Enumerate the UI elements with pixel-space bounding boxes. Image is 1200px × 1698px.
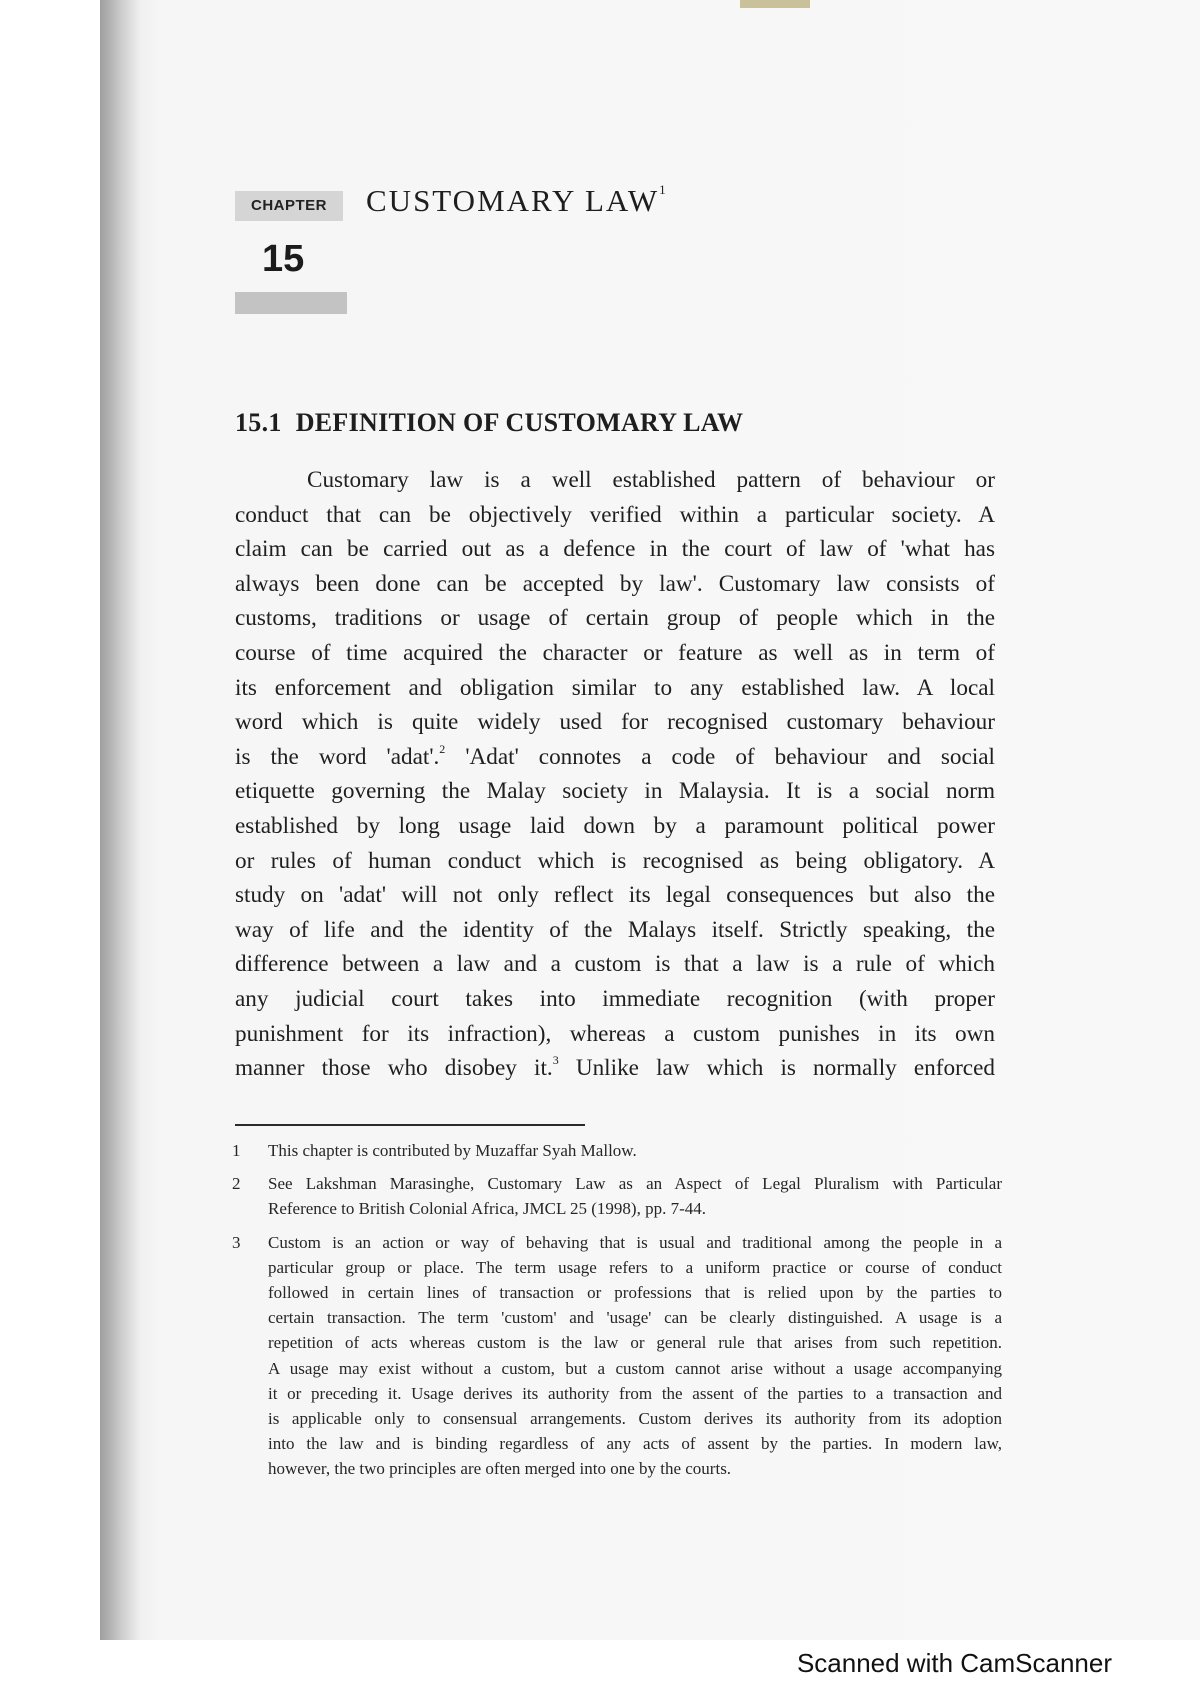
body-line: course of time acquired the character or feature as well as in term of: [235, 639, 995, 666]
footnote-number: 3: [232, 1232, 241, 1252]
footnote-3: [232, 1230, 1002, 1482]
body-line: conduct that can be objectively verified within a particular society. A: [235, 501, 995, 528]
spine-shadow: [100, 0, 140, 1640]
body-line: [235, 1051, 995, 1086]
footnote-1: [232, 1138, 1002, 1163]
footnote-line: is applicable only to consensual arrangements. Custom derives its authority from its adoption: [268, 1409, 1002, 1429]
body-line: way of life and the identity of the Malays itself. Strictly speaking, the: [235, 916, 995, 943]
chapter-title-text: CUSTOMARY LAW: [366, 183, 660, 218]
section-title: DEFINITION OF CUSTOMARY LAW: [295, 408, 744, 437]
footnote-line: it or preceding it. Usage derives its authority from the assent of the parties to a transaction and: [268, 1383, 1002, 1403]
footnote-line: into the law and is binding regardless of any acts of assent by the parties. In modern law,: [268, 1434, 1002, 1454]
footnote-line: This chapter is contributed by Muzaffar Syah Mallow.: [268, 1141, 637, 1160]
body-line: punishment for its infraction), whereas a custom punishes in its own: [235, 1020, 995, 1047]
footnote-line: repetition of acts whereas custom is the law or general rule that arises from such repetition.: [268, 1333, 1002, 1353]
body-line: word which is quite widely used for recognised customary behaviour: [235, 709, 995, 736]
body-line-segment: manner those who disobey it.: [235, 1055, 553, 1082]
body-line: difference between a law and a custom is that a law is a rule of which: [235, 951, 995, 978]
body-line: etiquette governing the Malay society in Malaysia. It is a social norm: [235, 778, 995, 805]
body-line-segment: 'Adat' connotes a code of behaviour and social: [465, 743, 995, 770]
body-line: customs, traditions or usage of certain group of people which in the: [235, 605, 995, 632]
footnote-line: Reference to British Colonial Africa, JMCL 25 (1998), pp. 7-44.: [268, 1199, 706, 1219]
body-line: any judicial court takes into immediate recognition (with proper: [235, 985, 995, 1012]
footnote-number: 2: [232, 1174, 241, 1194]
footnotes: [232, 1138, 1002, 1490]
body-line: or rules of human conduct which is recognised as being obligatory. A: [235, 847, 995, 874]
footnote-line: however, the two principles are often merged into one by the courts.: [268, 1459, 732, 1479]
body-line: study on 'adat' will not only reflect its legal consequences but also the: [235, 882, 995, 909]
body-line-segment: is the word 'adat'.: [235, 743, 440, 770]
section-number: 15.1: [235, 408, 282, 437]
body-paragraph: [235, 463, 995, 1086]
footnote-line: certain transaction. The term 'custom' and 'usage' can be clearly distinguished. A usage is a: [268, 1308, 1002, 1328]
body-line: always been done can be accepted by law'. Customary law consists of: [235, 570, 995, 597]
body-line: its enforcement and obligation similar to any established law. A local: [235, 674, 995, 701]
chapter-title: [366, 183, 666, 219]
chapter-number: 15: [262, 238, 305, 280]
footnote-number: 1: [232, 1141, 241, 1160]
footnote-2: [232, 1171, 1002, 1221]
chapter-label: CHAPTER: [235, 191, 343, 221]
camscanner-watermark: Scanned with CamScanner: [796, 1648, 1112, 1678]
footnote-line: particular group or place. The term usage refers to a uniform practice or course of conduct: [268, 1257, 1002, 1277]
scan-left-margin: [0, 0, 100, 1640]
footnote-line: See Lakshman Marasinghe, Customary Law as an Aspect of Legal Pluralism with Particular: [268, 1174, 1002, 1194]
footnote-ref-3: 3: [552, 1053, 559, 1068]
body-line: established by long usage laid down by a paramount political power: [235, 812, 995, 839]
footnote-divider: [235, 1124, 585, 1126]
footnote-ref-2: 2: [439, 742, 446, 757]
section-heading: [235, 408, 743, 438]
body-line-segment: Unlike law which is normally enforced: [575, 1055, 995, 1082]
footnote-line: followed in certain lines of transaction or professions that is relied upon by the parties to: [268, 1283, 1002, 1303]
footnote-line: Custom is an action or way of behaving that is usual and traditional among the people in a: [268, 1232, 1002, 1252]
body-line: [235, 740, 995, 775]
footnote-line: A usage may exist without a custom, but a custom cannot arise without a usage accompanying: [268, 1358, 1002, 1378]
chapter-bar: [235, 292, 347, 314]
chapter-title-footnote-ref: 1: [659, 181, 666, 197]
body-line: Customary law is a well established pattern of behaviour or: [307, 467, 995, 493]
page-top-edge: [740, 0, 810, 8]
body-line: claim can be carried out as a defence in the court of law of 'what has: [235, 536, 995, 563]
